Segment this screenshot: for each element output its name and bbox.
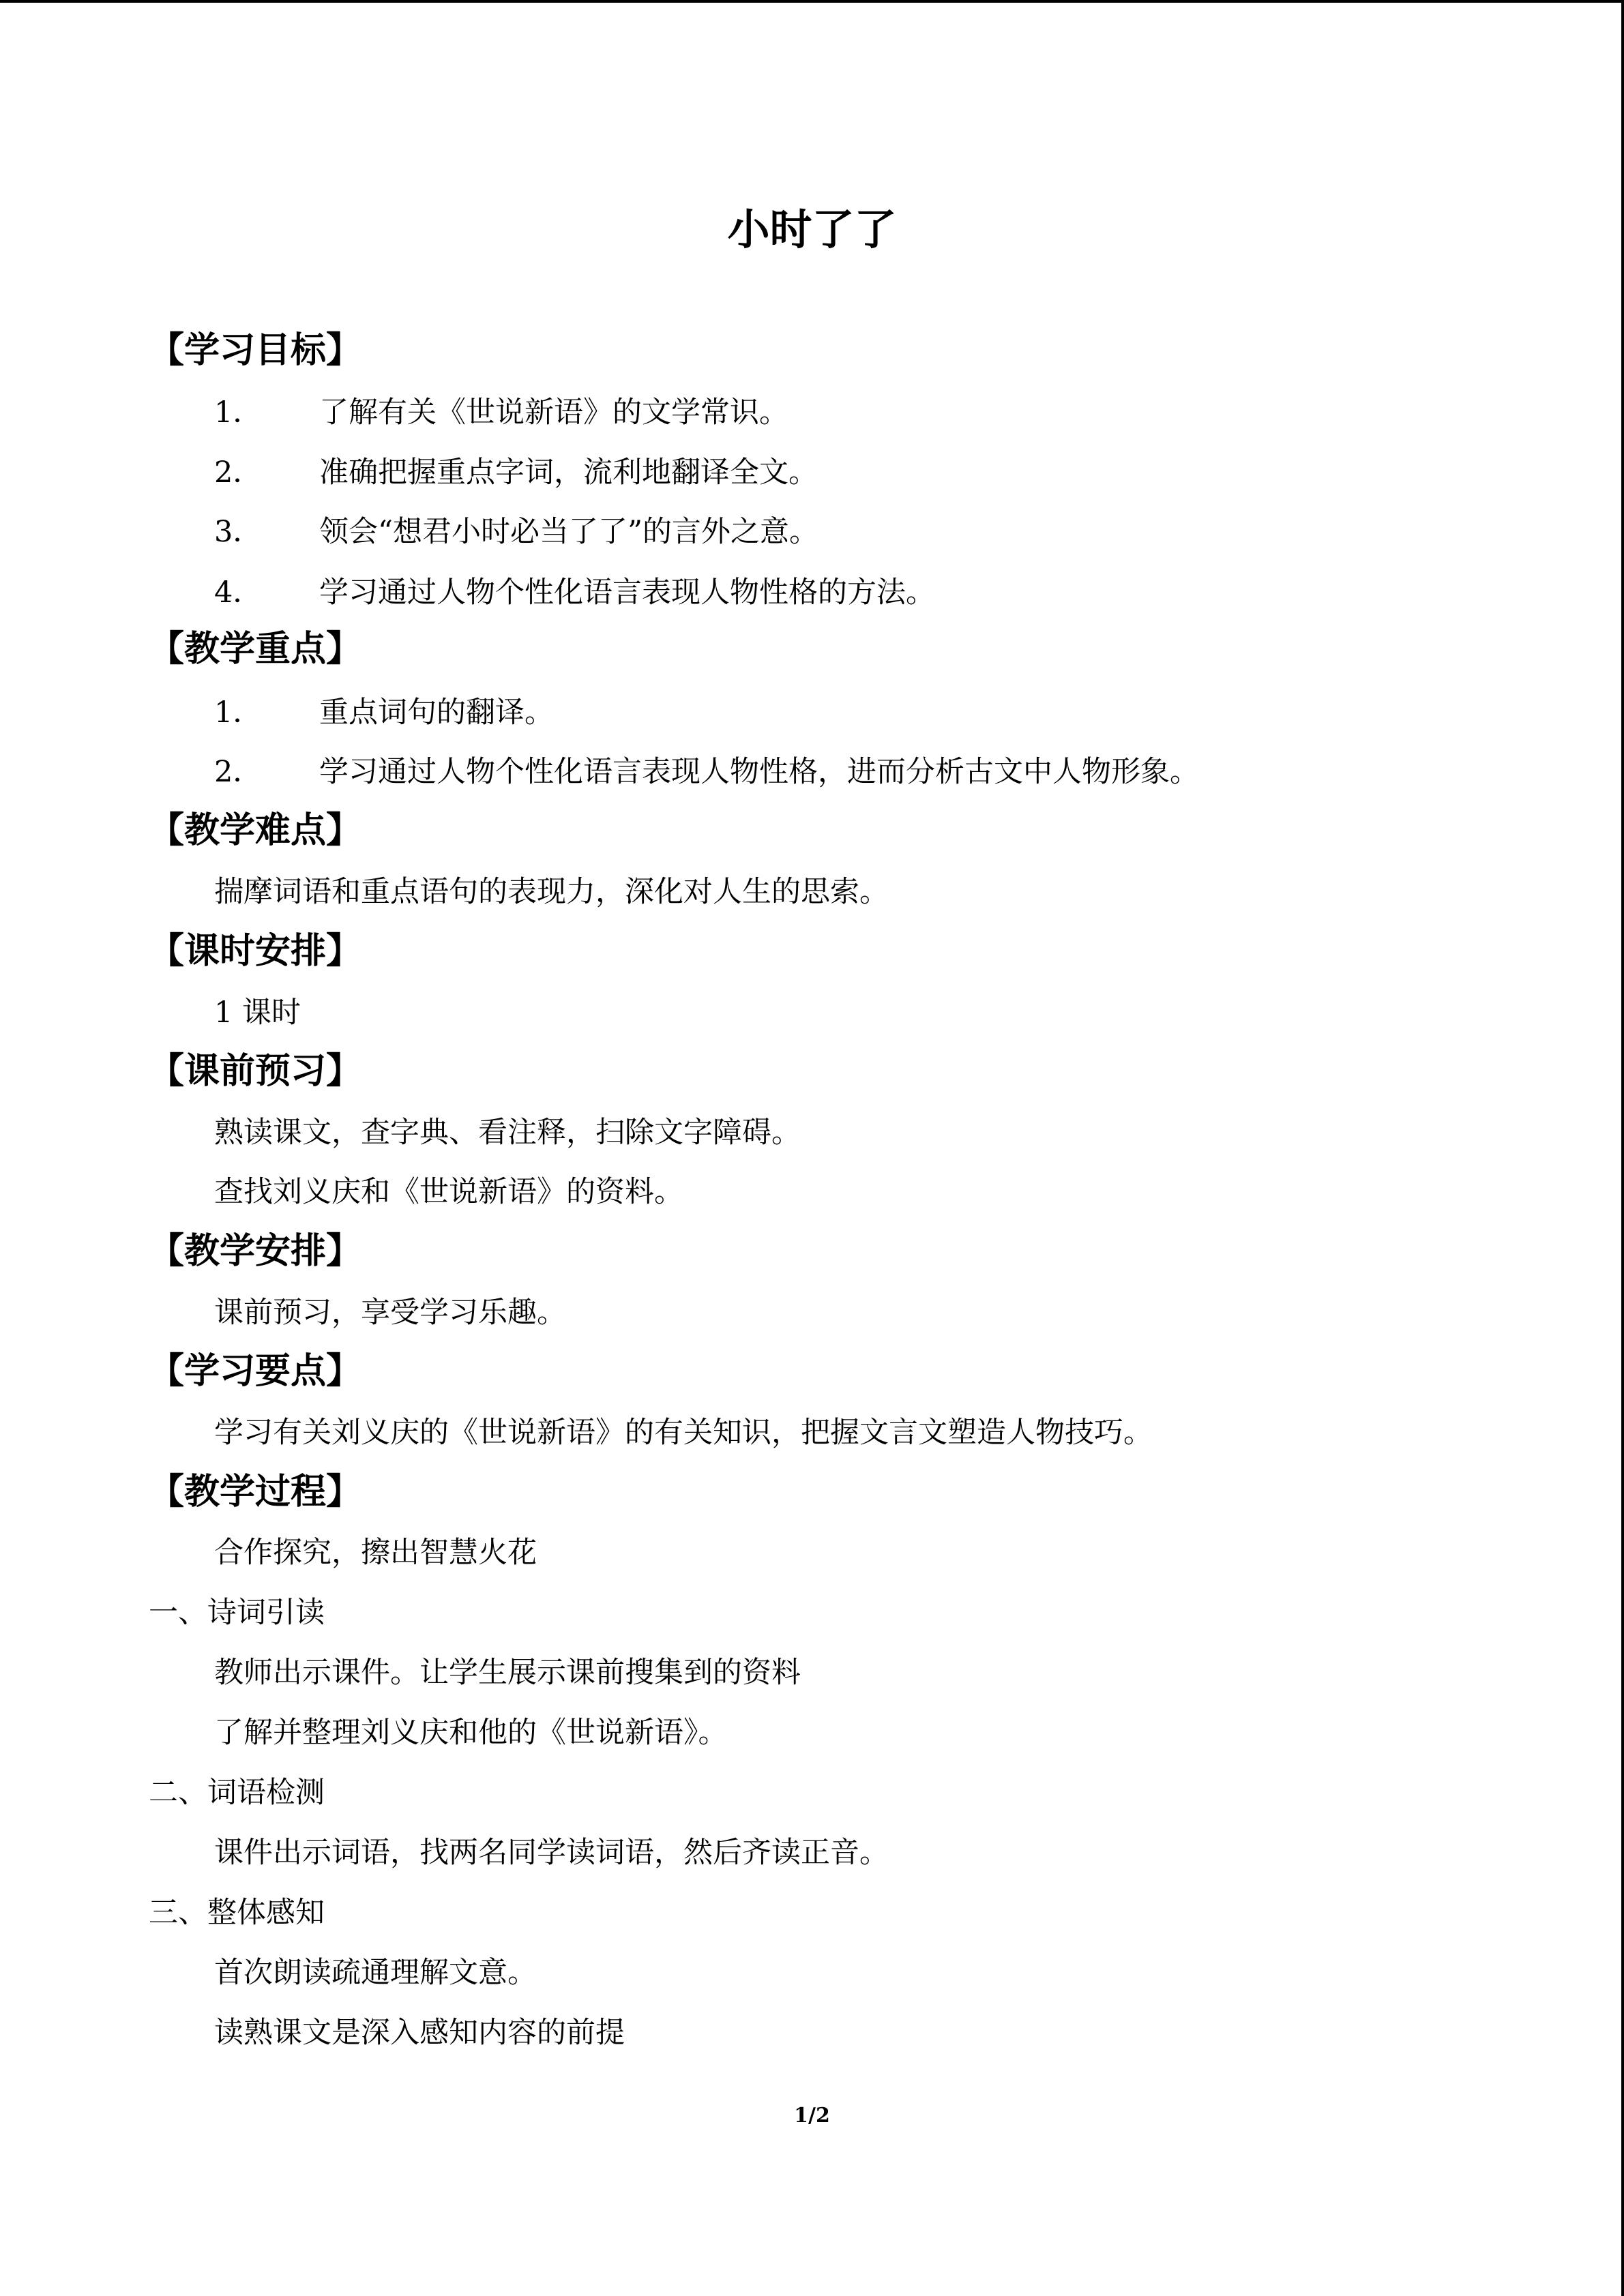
objective-item-text: 了解有关《世说新语》的文学常识。 [319, 396, 788, 430]
objective-item-text: 学习通过人物个性化语言表现人物性格的方法。 [319, 576, 935, 610]
objective-item-number: 2． [214, 456, 263, 490]
key-point-item-number: 2． [214, 755, 263, 789]
objective-item-number: 1． [214, 396, 263, 430]
process-intro: 合作探究，擦出智慧火花 [214, 1536, 537, 1570]
key-point-item-text: 学习通过人物个性化语言表现人物性格，进而分析古文中人物形象。 [319, 755, 1199, 789]
heading-teaching-process: 【教学过程】 [149, 1472, 362, 1512]
heading-learning-essentials: 【学习要点】 [149, 1351, 362, 1392]
objective-item-number: 3． [214, 515, 263, 549]
process-step-title: 三、整体感知 [149, 1896, 325, 1930]
process-step-title: 二、词语检测 [149, 1776, 325, 1810]
heading-teaching-arrangement: 【教学安排】 [149, 1231, 362, 1272]
heading-teaching-difficulties: 【教学难点】 [149, 810, 362, 851]
process-step-text: 教师出示课件。让学生展示课前搜集到的资料 [214, 1656, 801, 1690]
difficulties-text: 揣摩词语和重点语句的表现力，深化对人生的思索。 [214, 875, 889, 909]
arrangement-text: 课前预习，享受学习乐趣。 [214, 1296, 566, 1330]
objective-item-number: 4． [214, 576, 263, 610]
objective-item-text: 领会“想君小时必当了了”的言外之意。 [319, 515, 818, 549]
key-point-item-text: 重点词句的翻译。 [319, 696, 554, 730]
heading-pre-class-preview: 【课前预习】 [149, 1051, 362, 1092]
process-step-text: 首次朗读疏通理解文意。 [214, 1956, 537, 1990]
heading-class-schedule: 【课时安排】 [149, 931, 362, 972]
heading-learning-objectives: 【学习目标】 [149, 330, 362, 371]
process-step-title: 一、诗词引读 [149, 1596, 325, 1630]
preview-text: 查找刘义庆和《世说新语》的资料。 [214, 1175, 683, 1209]
document-title: 小时了了 [727, 205, 897, 254]
preview-text: 熟读课文，查字典、看注释，扫除文字障碍。 [214, 1116, 801, 1150]
process-step-text: 读熟课文是深入感知内容的前提 [214, 2016, 625, 2050]
heading-teaching-key-points: 【教学重点】 [149, 629, 362, 670]
top-border-rule [0, 0, 1624, 3]
page-number: 1/2 [794, 2104, 830, 2128]
essentials-text: 学习有关刘义庆的《世说新语》的有关知识，把握文言文塑造人物技巧。 [214, 1416, 1153, 1450]
key-point-item-number: 1． [214, 696, 263, 730]
process-step-text: 课件出示词语，找两名同学读词语，然后齐读正音。 [214, 1836, 889, 1870]
objective-item-text: 准确把握重点字词，流利地翻译全文。 [319, 456, 818, 490]
process-step-text: 了解并整理刘义庆和他的《世说新语》。 [214, 1716, 728, 1750]
schedule-text: 1 课时 [214, 996, 301, 1030]
